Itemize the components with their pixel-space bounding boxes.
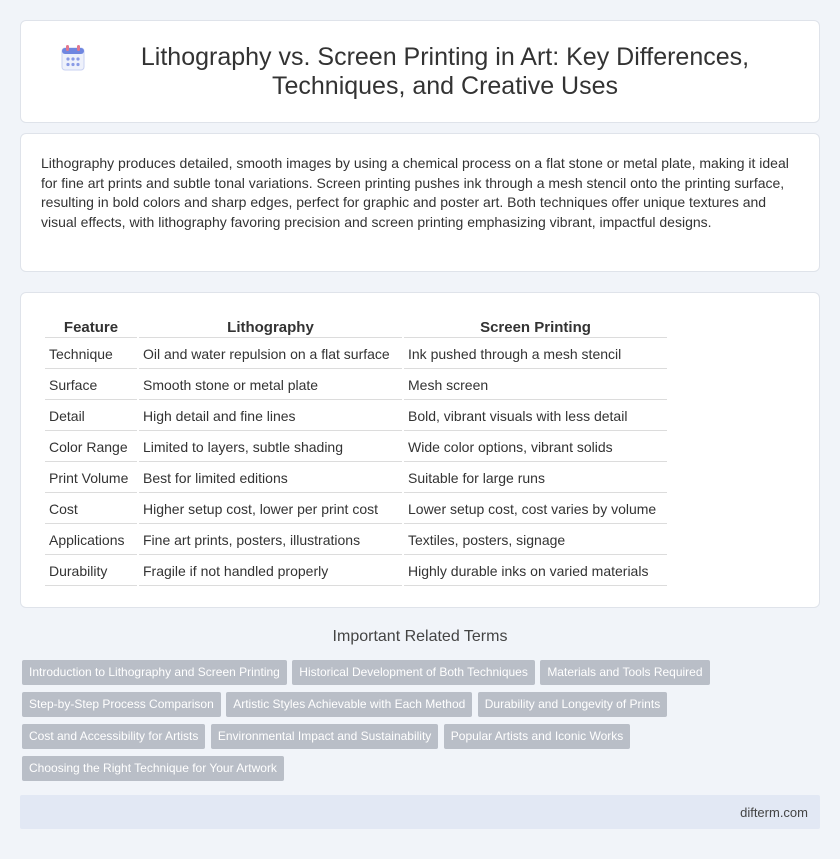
related-term-link[interactable]: Step-by-Step Process Comparison <box>22 692 221 717</box>
header-lithography: Lithography <box>139 317 402 338</box>
footer-site-link[interactable]: difterm.com <box>740 804 808 820</box>
lithography-cell: Smooth stone or metal plate <box>139 371 402 400</box>
table-row <box>45 433 667 462</box>
footer <box>20 795 820 829</box>
feature-cell: Technique <box>45 340 137 369</box>
header-card <box>20 20 820 123</box>
table-row <box>45 340 667 369</box>
lithography-cell: Limited to layers, subtle shading <box>139 433 402 462</box>
screen-printing-cell: Bold, vibrant visuals with less detail <box>404 402 667 431</box>
intro-text: Lithography produces detailed, smooth images by using a chemical process on a flat stone or metal plate, making it ideal for fine art prints and subtle tonal variations. Screen printing pushes ink through a mesh stencil onto the printing surface, resulting in bold colors and sharp edges, perfect for graphic and poster art. Both techniques offer unique textures and visual effects, with lithography favoring precision and screen printing emphasizing vibrant, impactful designs. <box>41 155 789 230</box>
feature-cell: Surface <box>45 371 137 400</box>
lithography-cell: Higher setup cost, lower per print cost <box>139 495 402 524</box>
screen-printing-cell: Mesh screen <box>404 371 667 400</box>
related-term-link[interactable]: Choosing the Right Technique for Your Artwork <box>22 756 284 781</box>
feature-cell: Applications <box>45 526 137 555</box>
related-term-link[interactable]: Durability and Longevity of Prints <box>478 692 667 717</box>
lithography-cell: Oil and water repulsion on a flat surface <box>139 340 402 369</box>
table-row <box>45 402 667 431</box>
related-terms-title: Important Related Terms <box>332 628 508 645</box>
related-term-link[interactable]: Materials and Tools Required <box>540 660 709 685</box>
lithography-cell: Fragile if not handled properly <box>139 557 402 586</box>
related-term-link[interactable]: Introduction to Lithography and Screen Printing <box>22 660 287 685</box>
header <box>21 21 819 122</box>
header-feature: Feature <box>45 317 137 338</box>
feature-cell: Print Volume <box>45 464 137 493</box>
table-row <box>45 495 667 524</box>
comparison-table-card <box>20 292 820 608</box>
related-term-link[interactable]: Artistic Styles Achievable with Each Method <box>226 692 472 717</box>
table-row <box>45 557 667 586</box>
lithography-cell: Fine art prints, posters, illustrations <box>139 526 402 555</box>
related-term-link[interactable]: Cost and Accessibility for Artists <box>22 724 205 749</box>
feature-cell: Detail <box>45 402 137 431</box>
table-row <box>45 526 667 555</box>
screen-printing-cell: Highly durable inks on varied materials <box>404 557 667 586</box>
lithography-cell: High detail and fine lines <box>139 402 402 431</box>
feature-cell: Color Range <box>45 433 137 462</box>
screen-printing-cell: Lower setup cost, cost varies by volume <box>404 495 667 524</box>
page-title: Lithography vs. Screen Printing in Art: Key Differences, Techniques, and Creative Uses <box>140 42 750 100</box>
related-term-link[interactable]: Popular Artists and Iconic Works <box>444 724 631 749</box>
lithography-cell: Best for limited editions <box>139 464 402 493</box>
screen-printing-cell: Wide color options, vibrant solids <box>404 433 667 462</box>
screen-printing-cell: Suitable for large runs <box>404 464 667 493</box>
intro-card <box>20 133 820 272</box>
related-term-link[interactable]: Environmental Impact and Sustainability <box>211 724 438 749</box>
comparison-table <box>43 315 669 588</box>
related-term-link[interactable]: Historical Development of Both Techniques <box>292 660 535 685</box>
table-row <box>45 464 667 493</box>
screen-printing-cell: Ink pushed through a mesh stencil <box>404 340 667 369</box>
header-screen-printing: Screen Printing <box>404 317 667 338</box>
calendar-icon <box>61 45 85 71</box>
related-terms-list <box>22 660 812 788</box>
table-header-row <box>45 317 667 338</box>
feature-cell: Durability <box>45 557 137 586</box>
feature-cell: Cost <box>45 495 137 524</box>
table-row <box>45 371 667 400</box>
screen-printing-cell: Textiles, posters, signage <box>404 526 667 555</box>
